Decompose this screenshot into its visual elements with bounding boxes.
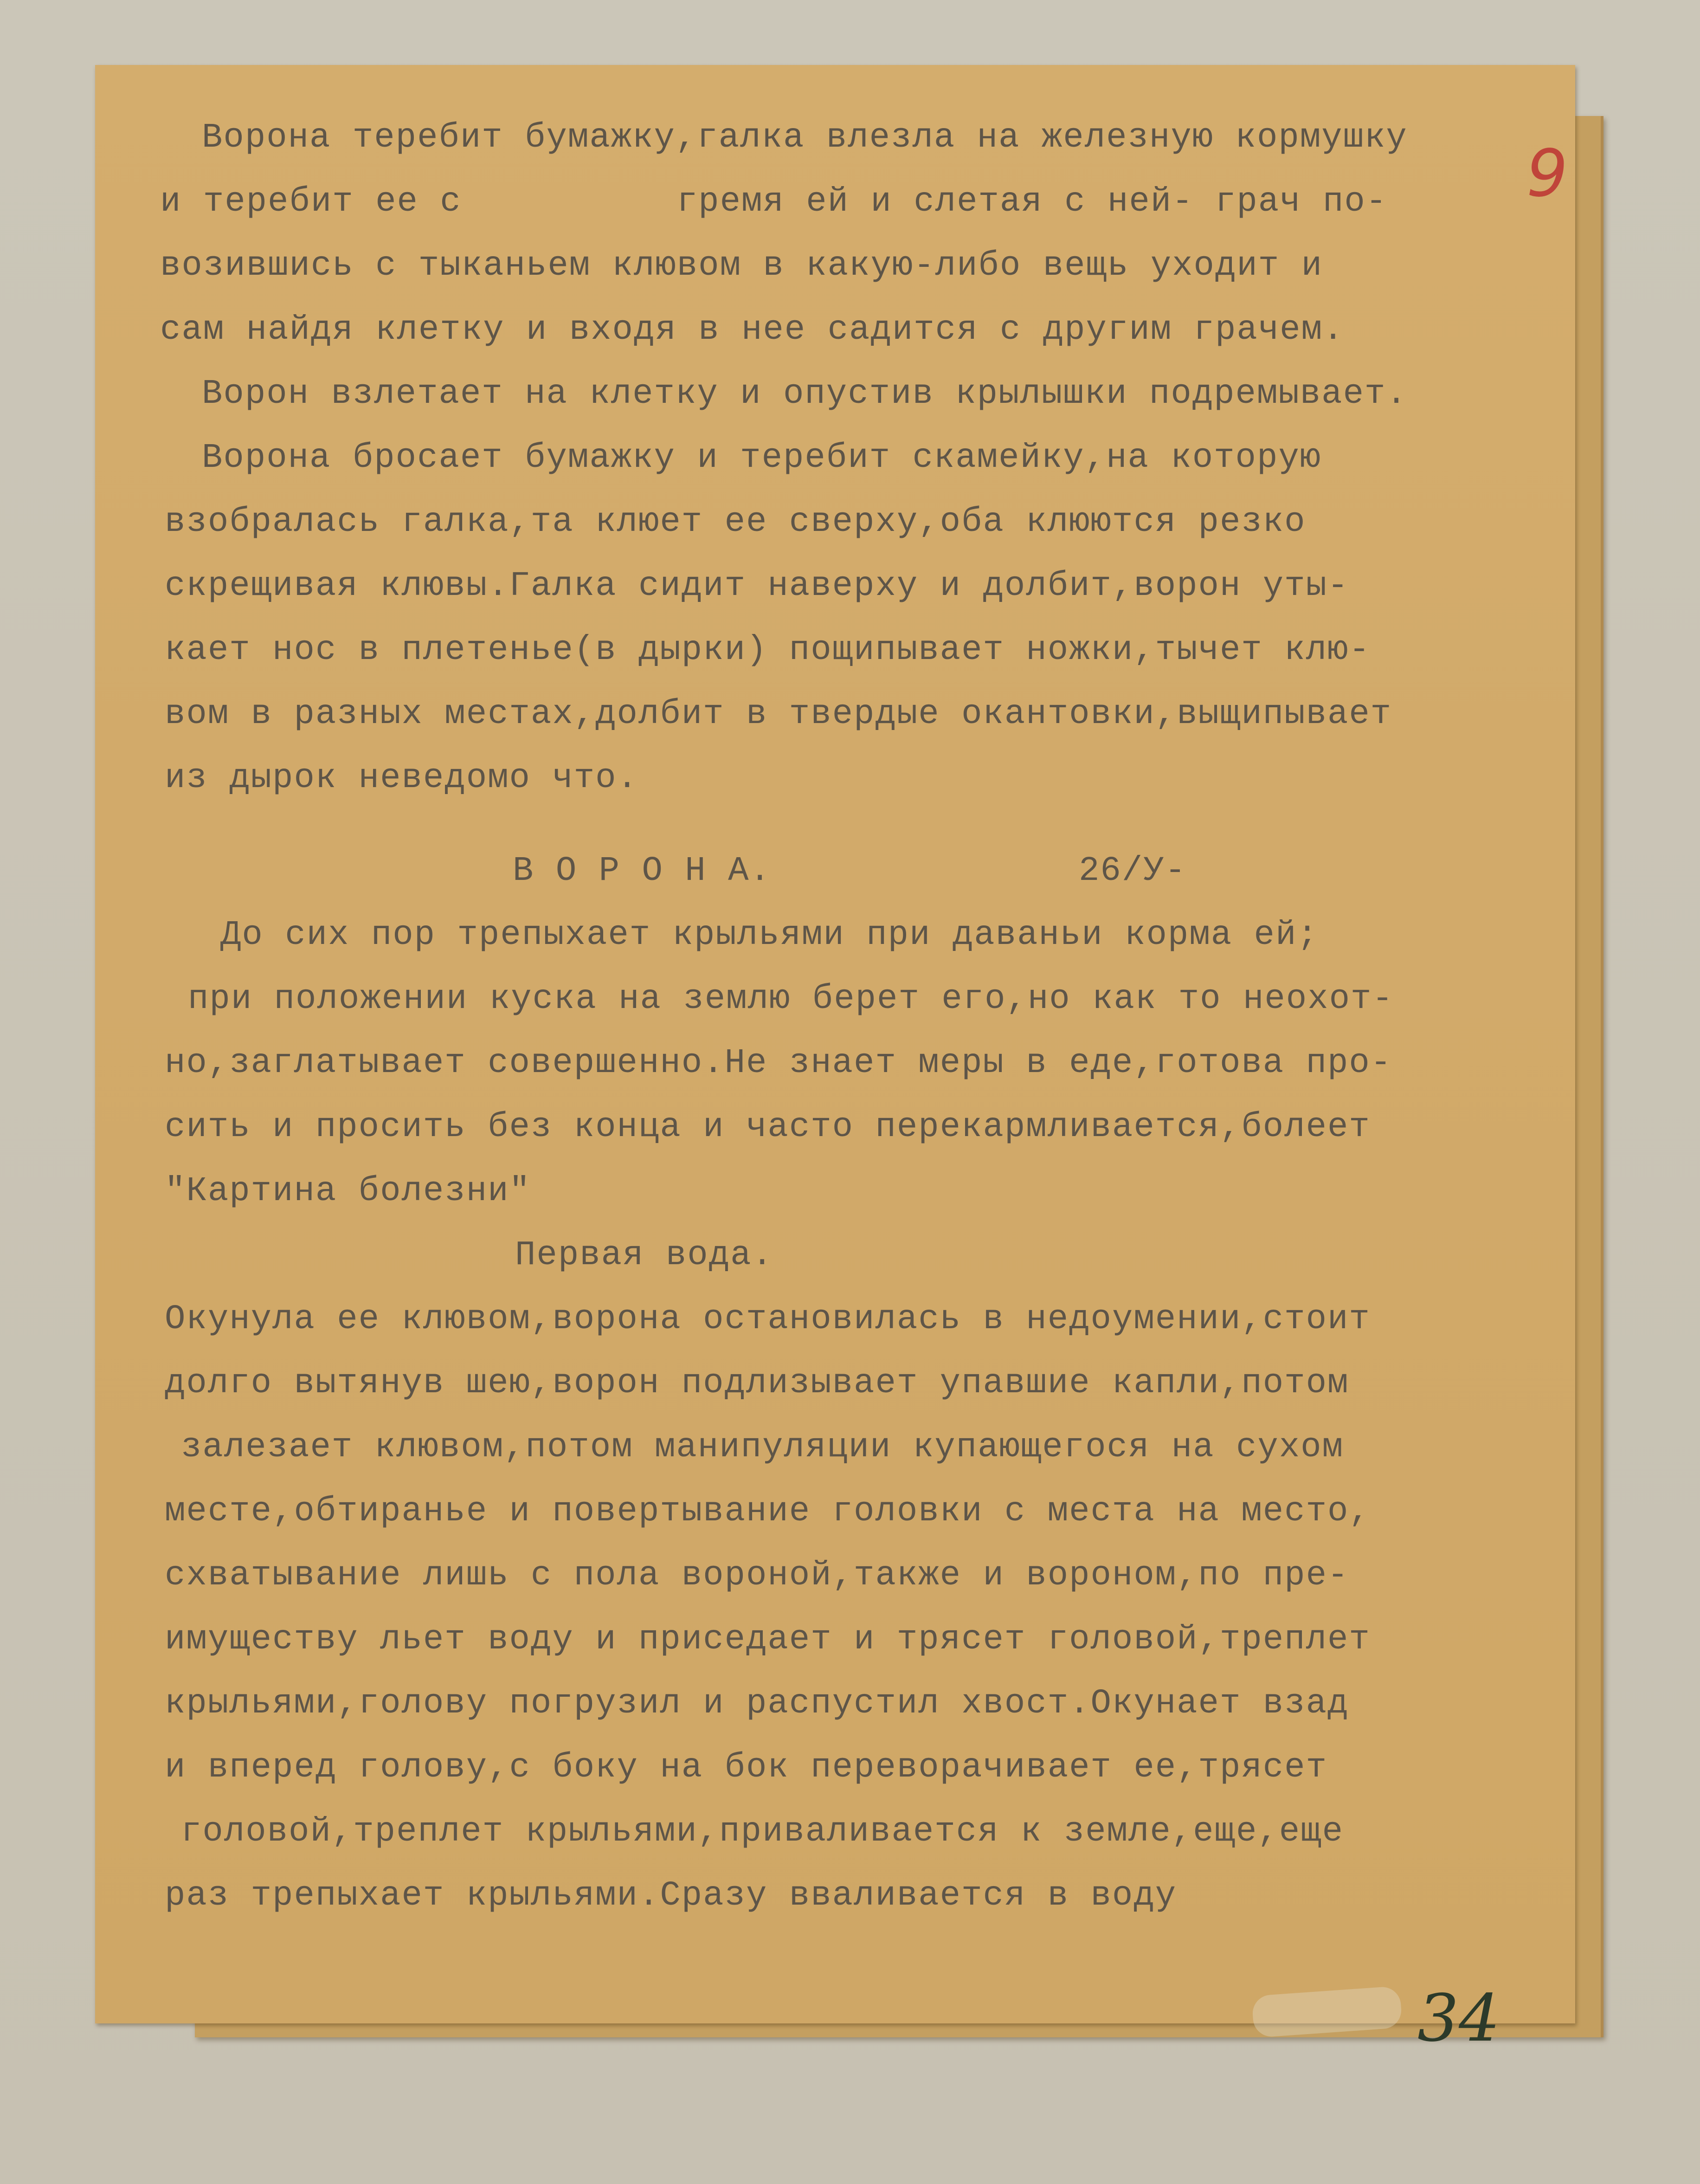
archive-page-number: 34 <box>1417 1981 1500 2056</box>
text-line: и вперед голову,с боку на бок переворачивает ее,трясет <box>165 1748 1327 1787</box>
text-line: Окунула ее клювом,ворона остановилась в недоумении,стоит <box>165 1300 1371 1339</box>
text-line: сить и просить без конца и часто перекармливается,болеет <box>165 1108 1371 1147</box>
text-line: сам найдя клетку и входя в нее садится с другим грачем. <box>160 310 1345 349</box>
text-line: и теребит ее с гремя ей и слетая с ней- грач по- <box>160 182 1388 221</box>
typewritten-page <box>95 65 1575 2023</box>
text-line: но,заглатывает совершенно.Не знает меры в еде,готова про- <box>165 1044 1392 1083</box>
text-line: скрещивая клювы.Галка сидит наверху и долбит,ворон уты- <box>165 567 1349 606</box>
text-line: из дырок неведомо что. <box>165 759 638 798</box>
text-line: раз трепыхает крыльями.Сразу вваливается в воду <box>165 1876 1177 1915</box>
text-line: "Картина болезни" <box>165 1172 531 1211</box>
text-line: имуществу льет воду и приседает и трясет головой,треплет <box>165 1620 1371 1659</box>
text-line: головой,треплет крыльями,приваливается к земле,еще,еще <box>181 1812 1344 1851</box>
text-line: вом в разных местах,долбит в твердые окантовки,выщипывает <box>165 695 1392 734</box>
text-line: кает нос в плетенье(в дырки) пощипывает ножки,тычет клю- <box>165 631 1371 670</box>
text-line: месте,обтиранье и повертывание головки с места на место, <box>165 1492 1371 1531</box>
text-line: крыльями,голову погрузил и распустил хвост.Окунает взад <box>165 1684 1349 1723</box>
text-line: схватывание лишь с пола вороной,также и вороном,по пре- <box>165 1556 1349 1595</box>
folio-number: 9 <box>1526 136 1568 212</box>
text-line: возившись с тыканьем клювом в какую-либо вещь уходит и <box>160 246 1323 285</box>
text-line: долго вытянув шею,ворон подлизывает упавшие капли,потом <box>165 1364 1349 1403</box>
text-line: До сих пор трепыхает крыльями при даваньи корма ей; <box>220 916 1319 955</box>
section-heading: В О Р О Н А. <box>513 852 771 891</box>
section-date: 26/У- <box>1079 852 1187 891</box>
subheading: Первая вода. <box>515 1236 773 1275</box>
text-line: Ворона теребит бумажку,галка влезла на железную кормушку <box>202 118 1408 157</box>
text-line: залезает клювом,потом манипуляции купающегося на сухом <box>181 1428 1344 1467</box>
text-line: при положении куска на землю берет его,но как то неохот- <box>188 980 1394 1019</box>
text-line: Ворона бросает бумажку и теребит скамейку,на которую <box>202 439 1322 478</box>
text-line: взобралась галка,та клюет ее сверху,оба клюются резко <box>165 503 1306 542</box>
text-line: Ворон взлетает на клетку и опустив крылышки подремывает. <box>202 375 1408 414</box>
